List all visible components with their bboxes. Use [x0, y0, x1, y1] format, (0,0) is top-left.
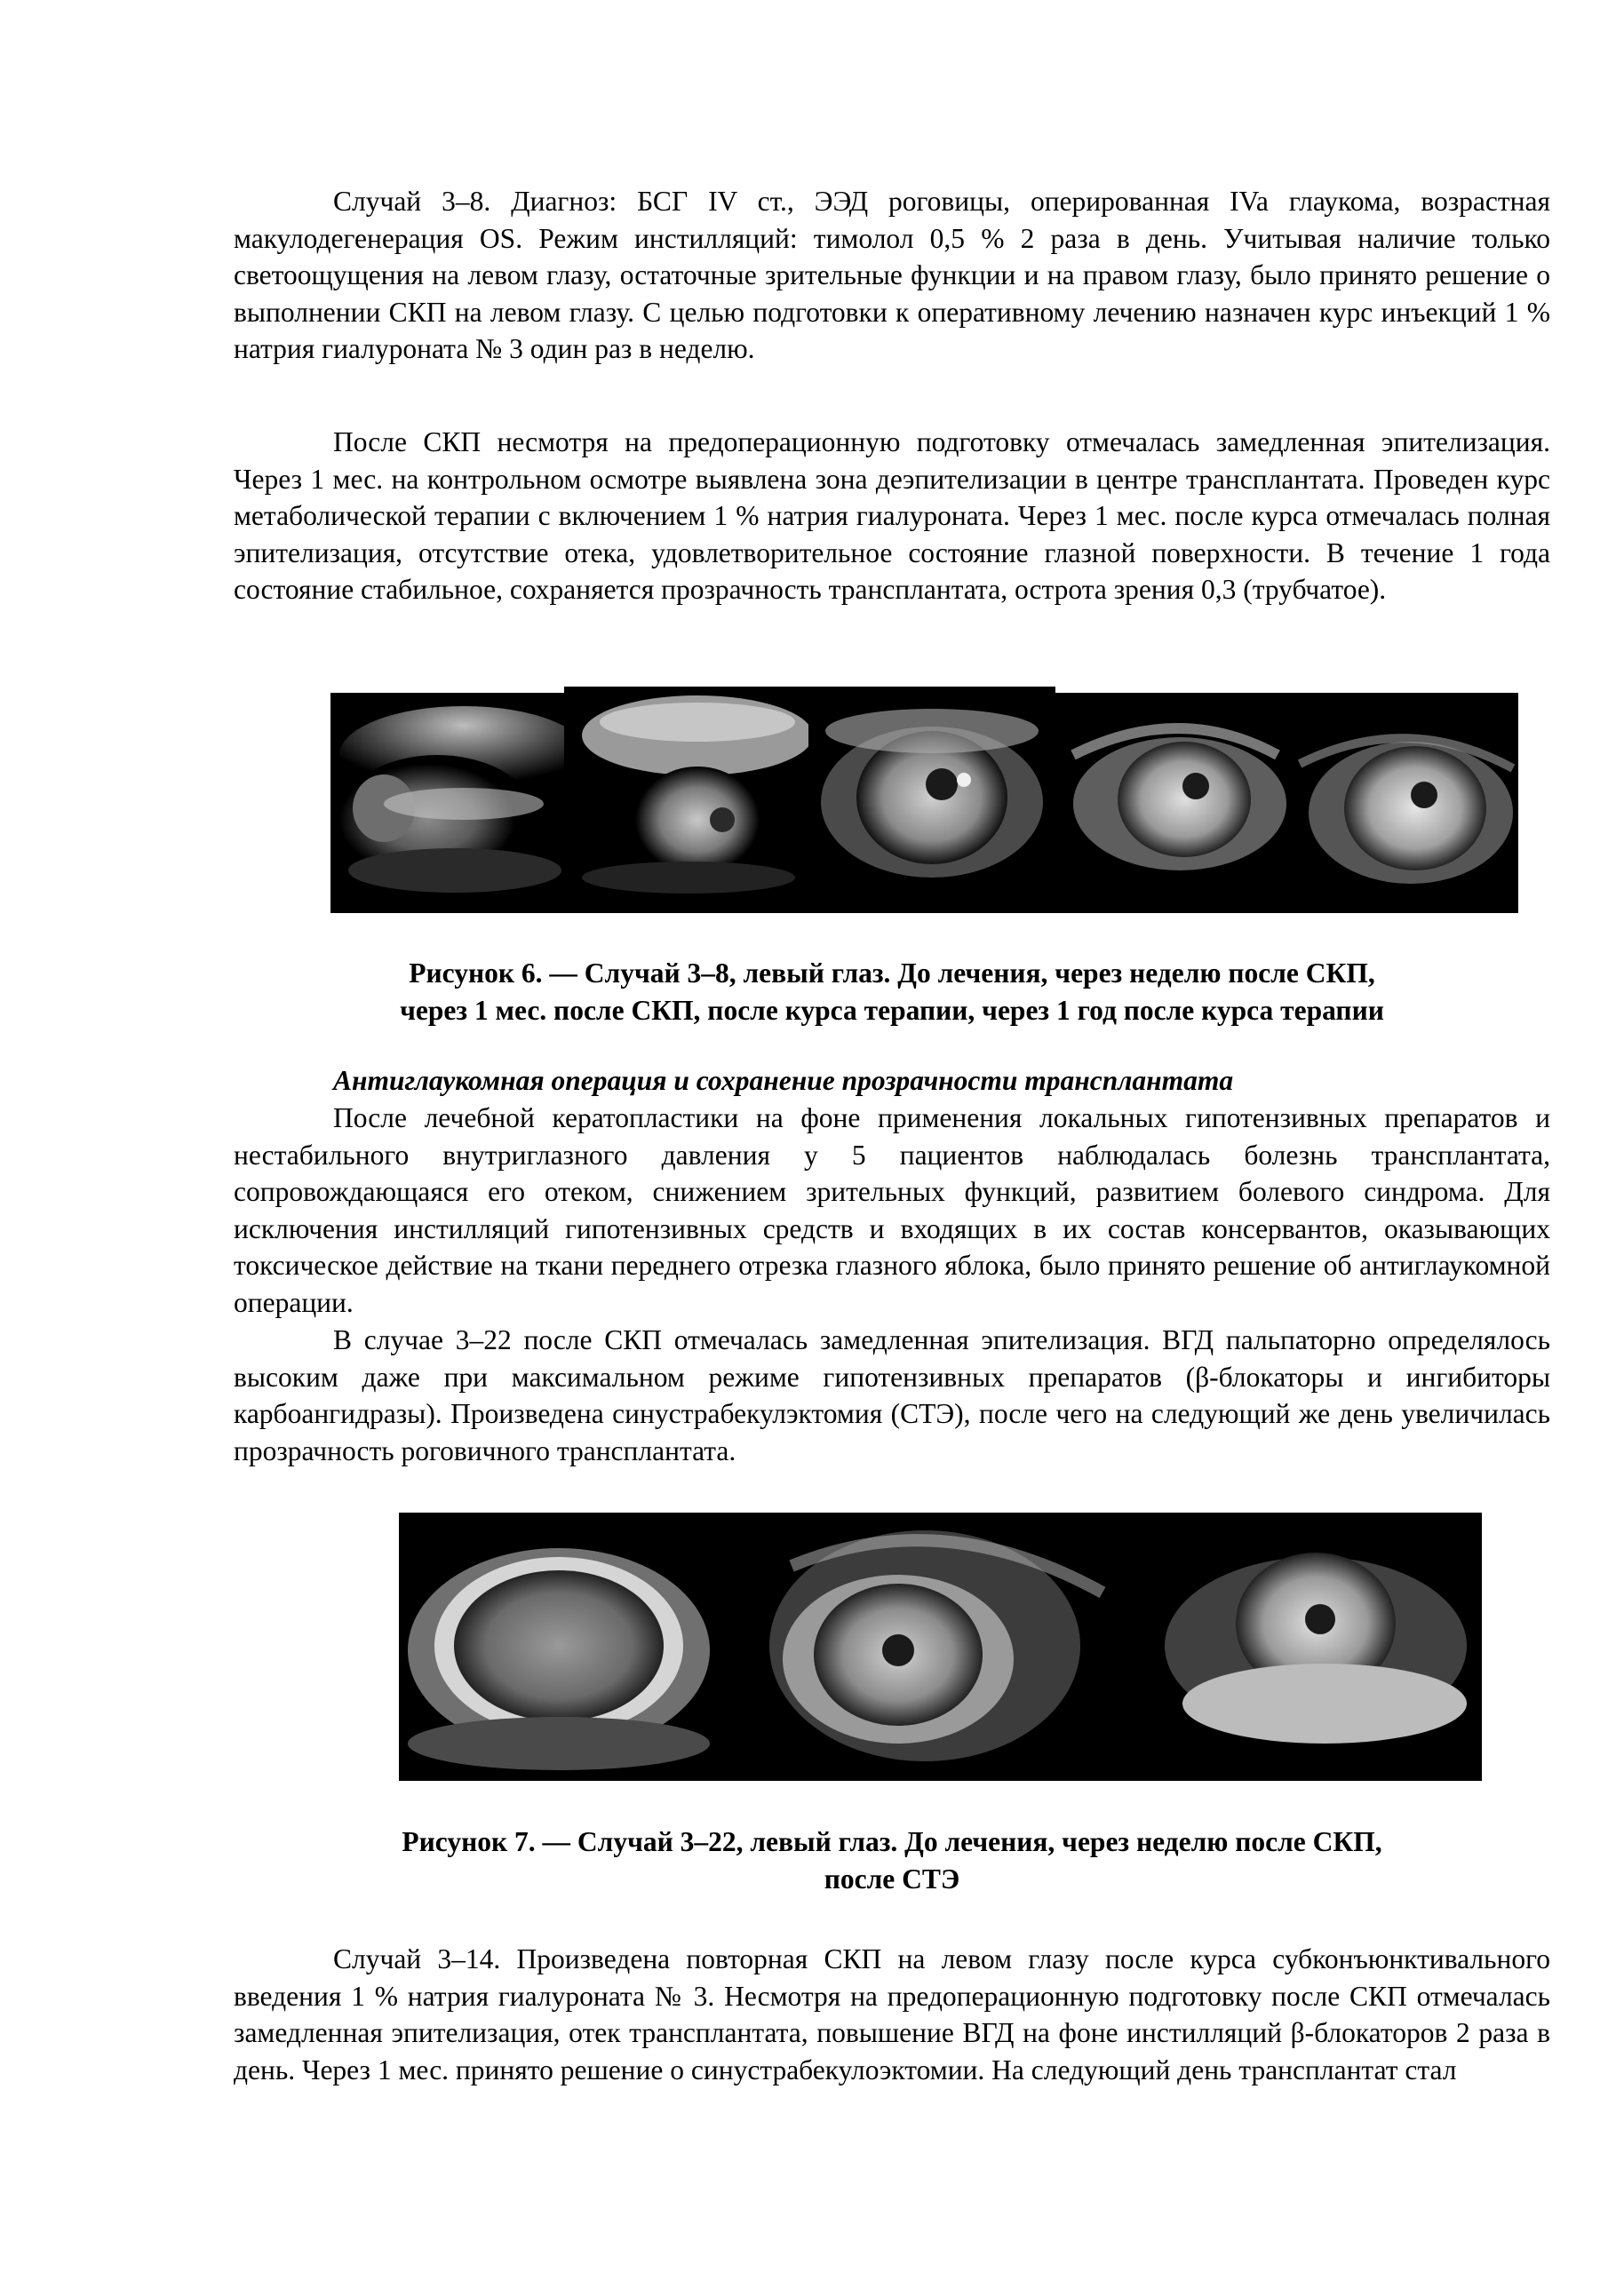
eye-photo-7: [765, 1513, 1120, 1781]
paragraph-after-skp: После СКП несмотря на предоперационную подготовку отмечалась замедленная эпителизация. Через 1 мес. на контрольном осмотре выявлена зона деэпителизации в центре трансплантата. Проведен курс метаболической терапии с включением 1 % натрия гиалуроната. Через 1 мес. после курса отмечалась полная эпителизация, отсутствие отека, удовлетворительное состояние глазной поверхности. В течение 1 года состояние стабильное, сохраняется прозрачность трансплантата, острота зрения 0,3 (трубчатое).: [234, 426, 1550, 606]
eye-photo-8: [1120, 1513, 1482, 1781]
eye-photo-3: [808, 687, 1055, 913]
paragraph-case-3-8: Случай 3–8. Диагноз: БСГ IV ст., ЭЭД роговицы, оперированная IVa глаукома, возрастная макулодегенерация OS. Режим инстилляций: тимолол 0,5 % 2 раза в день. Учитывая наличие только светоощущения на левом глазу, остаточные зрительные функции и на правом глазу, было принято решение о выполнении СКП на левом глазу. С целью подготовки к оперативному лечению назначен курс инъекций 1 % натрия гиалуроната № 3 один раз в неделю.: [234, 186, 1550, 365]
paragraph-case-3-22: В случае 3–22 после СКП отмечалась замедленная эпителизация. ВГД пальпаторно определялось высоким даже при максимальном режиме гипотензивных препаратов (β-блокаторы и ингибиторы карбоангидразы). Произведена синустрабекулэктомия (СТЭ), после чего на следующий же день увеличилась прозрачность роговичного трансплантата.: [234, 1324, 1550, 1466]
eye-photo-2: [564, 687, 808, 913]
eye-photo-6: [399, 1513, 765, 1781]
eye-photo-5: [1291, 693, 1518, 913]
figure-6-caption-line-2: через 1 мес. после СКП, после курса терапии, через 1 год после курса терапии: [400, 995, 1384, 1026]
figure-6-caption-line-1: Рисунок 6. — Случай 3–8, левый глаз. До лечения, через неделю после СКП,: [409, 957, 1375, 989]
eye-photo-4: [1055, 693, 1291, 913]
paragraph-keratoplasty: После лечебной кератопластики на фоне применения локальных гипотензивных препаратов и нестабильного внутриглазного давления у 5 пациентов наблюдалась болезнь трансплантата, сопровождающаяся его отеком, снижением зрительных функций, развитием болевого синдрома. Для исключения инстилляций гипотензивных средств и входящих в их состав консервантов, оказывающих токсическое действие на ткани переднего отрезка глазного яблока, было принято решение об антиглаукомной операции.: [234, 1102, 1550, 1318]
figure-7-caption-line-2: после СТЭ: [824, 1863, 960, 1895]
paragraph-case-3-14: Случай 3–14. Произведена повторная СКП на левом глазу после курса субконъюнктивального введения 1 % натрия гиалуроната № 3. Несмотря на предоперационную подготовку после СКП отмечалась замедленная эпителизация, отек трансплантата, повышение ВГД на фоне инстилляций β-блокаторов 2 раза в день. Через 1 мес. принято решение о синустрабекулоэктомии. На следующий день трансплантат стал: [234, 1943, 1550, 2085]
section-heading: Антиглаукомная операция и сохранение прозрачности трансплантата: [333, 1065, 1234, 1096]
figure-7-caption-line-1: Рисунок 7. — Случай 3–22, левый глаз. До лечения, через неделю после СКП,: [402, 1826, 1382, 1857]
eye-photo-1: [330, 693, 564, 913]
